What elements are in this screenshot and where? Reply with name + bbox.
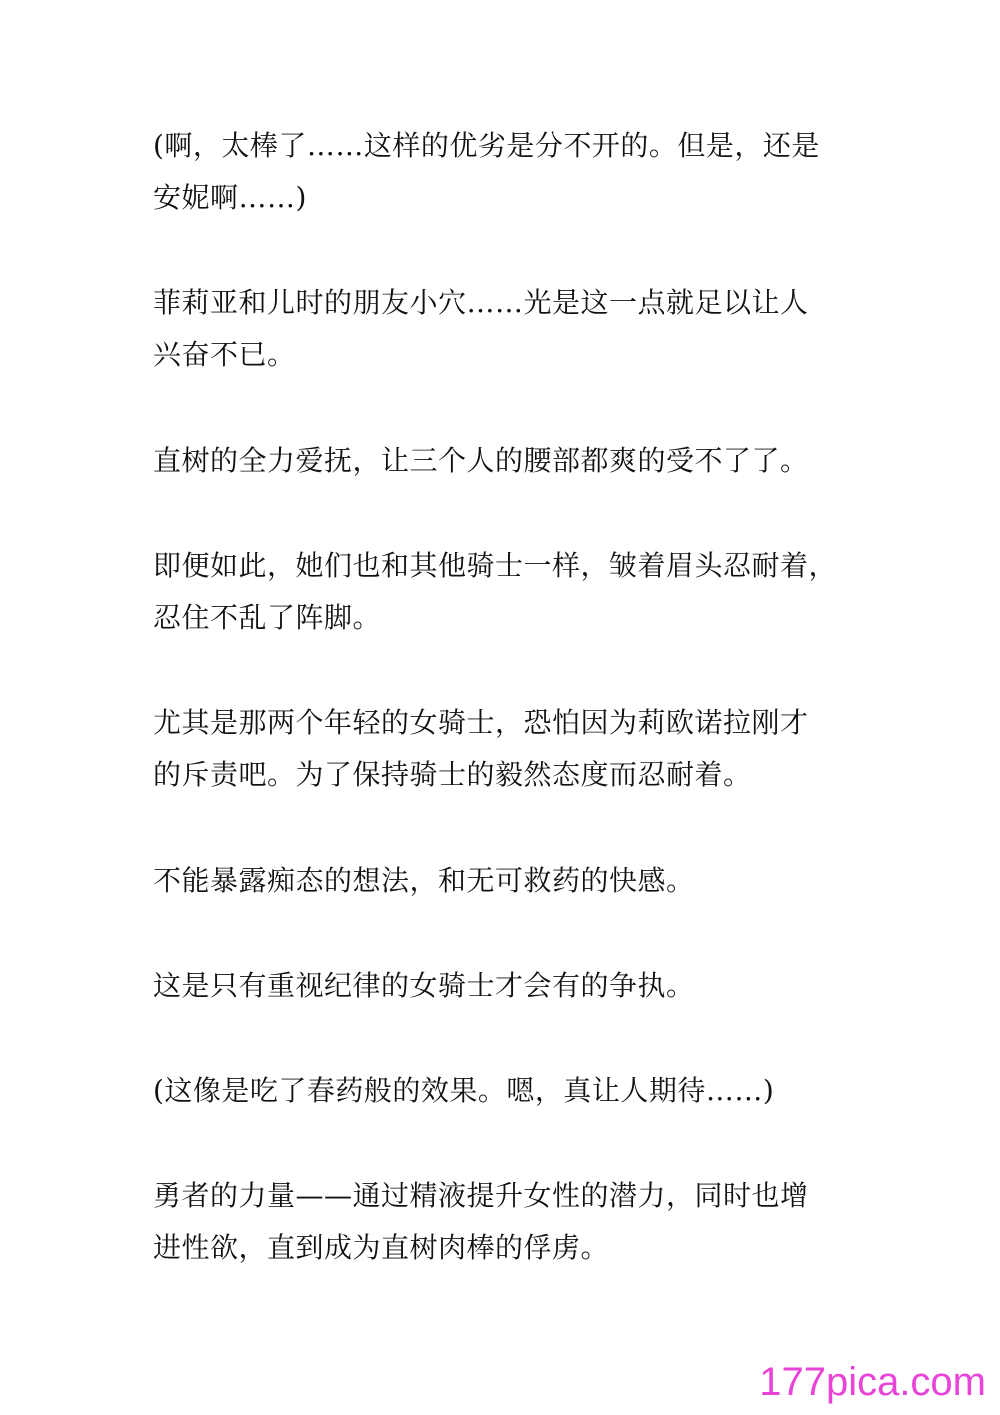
text-line: 兴奋不已。 <box>153 338 296 371</box>
watermark-text: 177pica.com <box>759 1360 986 1404</box>
text-line: 这是只有重视纪律的女骑士才会有的争执。 <box>153 969 695 1002</box>
paragraph <box>153 120 853 224</box>
text-line: (啊，太棒了……这样的优劣是分不开的。但是，还是 <box>153 129 820 162</box>
text-line: 勇者的力量——通过精液提升女性的潜力，同时也增 <box>153 1179 809 1212</box>
paragraph <box>153 540 853 644</box>
text-line: 直树的全力爱抚，让三个人的腰部都爽的受不了了。 <box>153 444 809 477</box>
text-line: 忍住不乱了阵脚。 <box>153 601 382 634</box>
text-line: 的斥责吧。为了保持骑士的毅然态度而忍耐着。 <box>153 758 752 791</box>
paragraph <box>153 855 853 907</box>
paragraph <box>153 1065 853 1117</box>
paragraph <box>153 697 853 801</box>
text-line: (这像是吃了春药般的效果。嗯，真让人期待……) <box>153 1074 775 1107</box>
text-line: 进性欲，直到成为直树肉棒的俘虏。 <box>153 1231 610 1264</box>
paragraph <box>153 960 853 1012</box>
text-line: 菲莉亚和儿时的朋友小穴……光是这一点就足以让人 <box>153 286 809 319</box>
paragraph <box>153 277 853 381</box>
text-line: 尤其是那两个年轻的女骑士，恐怕因为莉欧诺拉刚才 <box>153 706 809 739</box>
paragraph <box>153 1170 853 1274</box>
text-line: 安妮啊……) <box>153 181 307 214</box>
text-line: 不能暴露痴态的想法，和无可救药的快感。 <box>153 864 695 897</box>
text-line: 即便如此，她们也和其他骑士一样，皱着眉头忍耐着， <box>153 549 838 582</box>
paragraph <box>153 435 853 487</box>
